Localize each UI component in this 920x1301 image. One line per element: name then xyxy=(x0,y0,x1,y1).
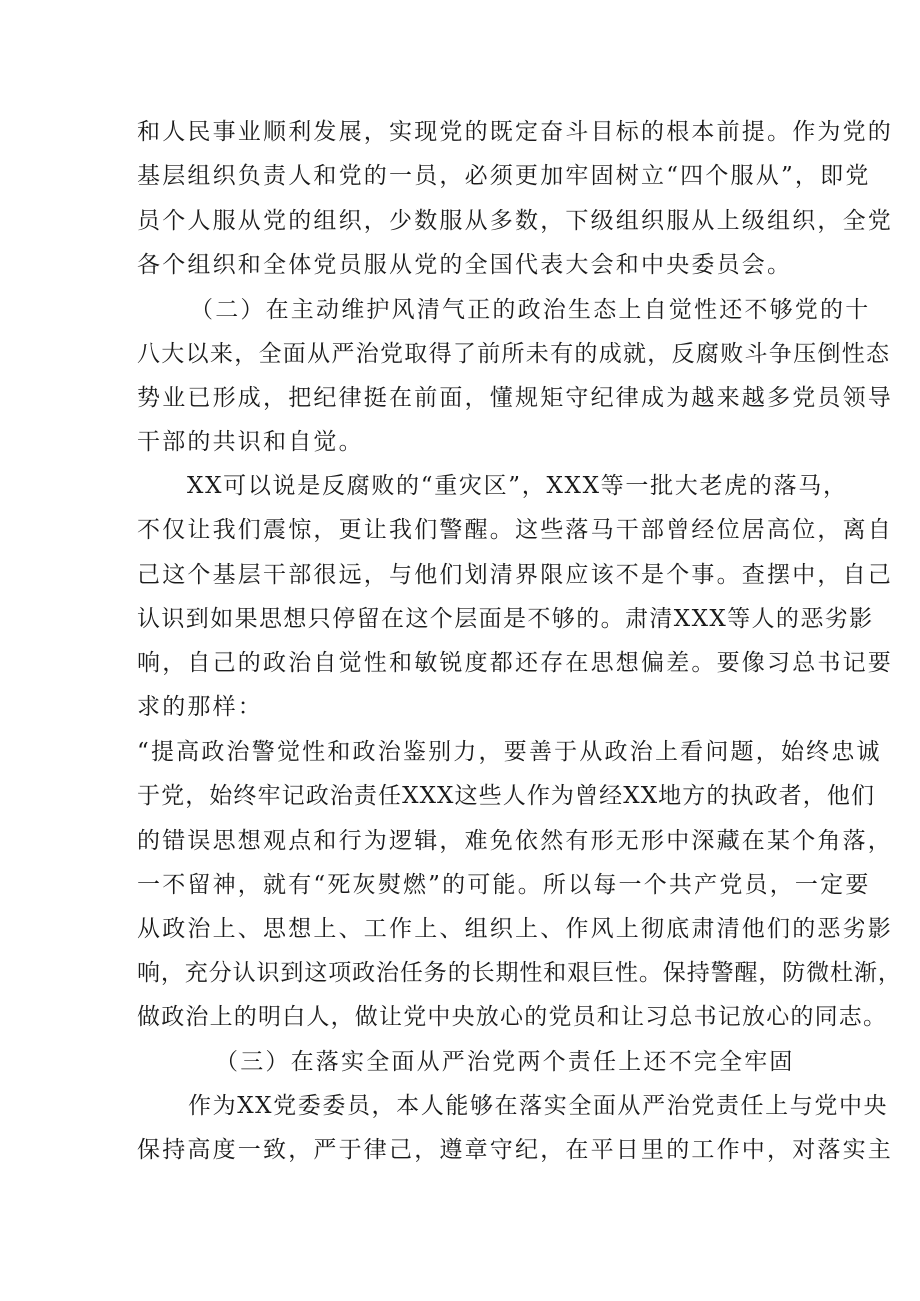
text-line: 响，自己的政治自觉性和敏锐度都还存在思想偏差。要像习总书记要 xyxy=(137,650,893,676)
text-line: 各个组织和全体党员服从党的全国代表大会和中央委员会。 xyxy=(137,252,793,278)
text-line: 和人民事业顺利发展，实现党的既定奋斗目标的根本前提。作为党的 xyxy=(137,119,893,145)
quote-line: 从政治上、思想上、工作上、组织上、作风上彻底肃清他们的恶劣影 xyxy=(137,916,893,942)
text-line: 不仅让我们震惊，更让我们警醒。这些落马干部曾经位居高位，离自 xyxy=(137,517,893,543)
quote-line: “提高政治警觉性和政治鉴别力，要善于从政治上看问题，始终忠诚 xyxy=(137,739,882,765)
text-line: 势业已形成，把纪律挺在前面，懂规矩守纪律成为越来越多党员领导 xyxy=(137,385,893,411)
text-line: 干部的共识和自觉。 xyxy=(137,429,364,455)
section-heading-3: （三）在落实全面从严治党两个责任上还不完全牢固 xyxy=(215,1049,795,1075)
text-line: 员个人服从党的组织，少数服从多数，下级组织服从上级组织，全党 xyxy=(137,208,893,234)
quote-line: 于党，始终牢记政治责任XXX这些人作为曾经XX地方的执政者，他们 xyxy=(137,783,876,809)
text-line: 求的那样： xyxy=(137,694,263,720)
section-heading-2: （二）在主动维护风清气正的政治生态上自觉性还不够党的十 xyxy=(190,297,871,323)
text-line: 作为XX党委委员，本人能够在落实全面从严治党责任上与党中央 xyxy=(188,1093,889,1119)
quote-line: 响，充分认识到这项政治任务的长期性和艰巨性。保持警醒，防微杜渐， xyxy=(137,960,902,986)
text-line: 己这个基层干部很远，与他们划清界限应该不是个事。查摆中，自己 xyxy=(137,562,893,588)
text-line: XX可以说是反腐败的“重灾区”，XXX等一批大老虎的落马， xyxy=(187,473,848,499)
text-line: 基层组织负责人和党的一员，必须更加牢固树立“四个服从”，即党 xyxy=(137,163,871,189)
quote-line: 做政治上的明白人，做让党中央放心的党员和让习总书记放心的同志。 xyxy=(137,1004,888,1030)
text-line: 保持高度一致，严于律己，遵章守纪，在平日里的工作中，对落实主 xyxy=(137,1137,893,1163)
text-line: 八大以来，全面从严治党取得了前所未有的成就，反腐败斗争压倒性态 xyxy=(137,341,891,367)
text-line: 认识到如果思想只停留在这个层面是不够的。肃清XXX等人的恶劣影 xyxy=(137,606,874,632)
quote-line: 的错误思想观点和行为逻辑，难免依然有形无形中深藏在某个角落， xyxy=(137,828,893,854)
quote-line: 一不留神，就有“死灰熨燃”的可能。所以每一个共产党员，一定要 xyxy=(137,872,871,898)
